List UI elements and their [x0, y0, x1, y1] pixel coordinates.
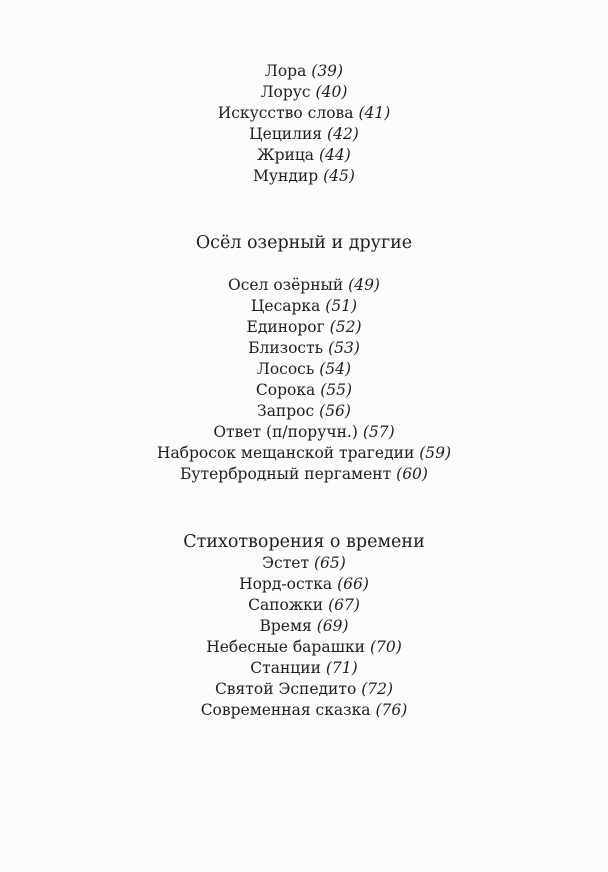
contents-entry: [0, 103, 608, 124]
entry-page-number: (59): [419, 444, 452, 462]
contents-entry: [0, 82, 608, 103]
entry-title: Лора: [264, 62, 307, 80]
entry-page-number: (66): [337, 575, 369, 593]
entry-title: Осел озёрный: [228, 276, 344, 294]
contents-entry: [0, 145, 608, 166]
entry-page-number: (55): [320, 381, 353, 399]
entry-page-number: (44): [319, 146, 351, 164]
entry-title: Сапожки: [248, 596, 324, 614]
contents-entry: [0, 595, 608, 616]
contents-entry: [0, 658, 608, 679]
entry-title: Цесарка: [250, 297, 321, 315]
contents-entry: [0, 616, 608, 637]
entry-title: Современная сказка: [200, 701, 371, 719]
entry-page-number: (54): [319, 360, 352, 378]
entry-title: Святой Эспедито: [214, 680, 357, 698]
entry-page-number: (41): [358, 104, 391, 122]
contents-list-part-3: [0, 553, 608, 721]
contents-entry: [0, 464, 608, 485]
contents-entry: [0, 338, 608, 359]
entry-page-number: (40): [315, 83, 348, 101]
entry-page-number: (65): [313, 554, 346, 572]
section-heading: Осёл озерный и другие: [195, 233, 413, 253]
entry-title: Запрос: [257, 402, 315, 420]
entry-title: Ответ (п/поручн.): [213, 423, 358, 441]
contents-entry: [0, 380, 608, 401]
contents-list-part-2: [0, 275, 608, 485]
contents-entry: [0, 700, 608, 721]
entry-title: Небесные барашки: [206, 638, 366, 656]
entry-title: Время: [259, 617, 312, 635]
contents-entry: [0, 422, 608, 443]
entry-page-number: (56): [319, 402, 351, 420]
entry-page-number: (49): [348, 276, 380, 294]
entry-title: Норд-остка: [239, 575, 333, 593]
contents-entry: [0, 401, 608, 422]
section-heading: Стихотворения о времени: [183, 532, 425, 552]
entry-page-number: (67): [328, 596, 360, 614]
entry-title: Лорус: [260, 83, 311, 101]
entry-title: Эстет: [262, 554, 310, 572]
entry-page-number: (39): [311, 62, 344, 80]
entry-page-number: (60): [396, 465, 428, 483]
entry-title: Жрица: [257, 146, 315, 164]
entry-page-number: (52): [329, 318, 362, 336]
contents-list-part-1: [0, 61, 608, 187]
contents-entry: [0, 553, 608, 574]
contents-entry: [0, 679, 608, 700]
entry-title: Близость: [248, 339, 324, 357]
contents-entry: [0, 61, 608, 82]
contents-entry: [0, 443, 608, 464]
entry-page-number: (53): [328, 339, 360, 357]
entry-title: Станции: [250, 659, 321, 677]
entry-page-number: (45): [323, 167, 355, 185]
entry-page-number: (51): [325, 297, 358, 315]
contents-entry: [0, 637, 608, 658]
contents-entry: [0, 275, 608, 296]
contents-entry: [0, 124, 608, 145]
entry-page-number: (70): [369, 638, 402, 656]
entry-title: Лосось: [256, 360, 315, 378]
entry-page-number: (42): [327, 125, 359, 143]
entry-page-number: (76): [375, 701, 408, 719]
entry-title: Цецилия: [249, 125, 323, 143]
entry-title: Единорог: [246, 318, 325, 336]
entry-title: Мундир: [253, 167, 319, 185]
entry-page-number: (69): [316, 617, 349, 635]
contents-entry: [0, 574, 608, 595]
contents-entry: [0, 166, 608, 187]
entry-page-number: (72): [361, 680, 394, 698]
entry-title: Бутербродный пергамент: [180, 465, 392, 483]
entry-page-number: (71): [325, 659, 358, 677]
entry-title: Искусство слова: [217, 104, 354, 122]
contents-entry: [0, 317, 608, 338]
entry-title: Набросок мещанской трагедии: [156, 444, 415, 462]
contents-entry: [0, 359, 608, 380]
entry-title: Сорока: [255, 381, 316, 399]
contents-entry: [0, 296, 608, 317]
entry-page-number: (57): [362, 423, 395, 441]
